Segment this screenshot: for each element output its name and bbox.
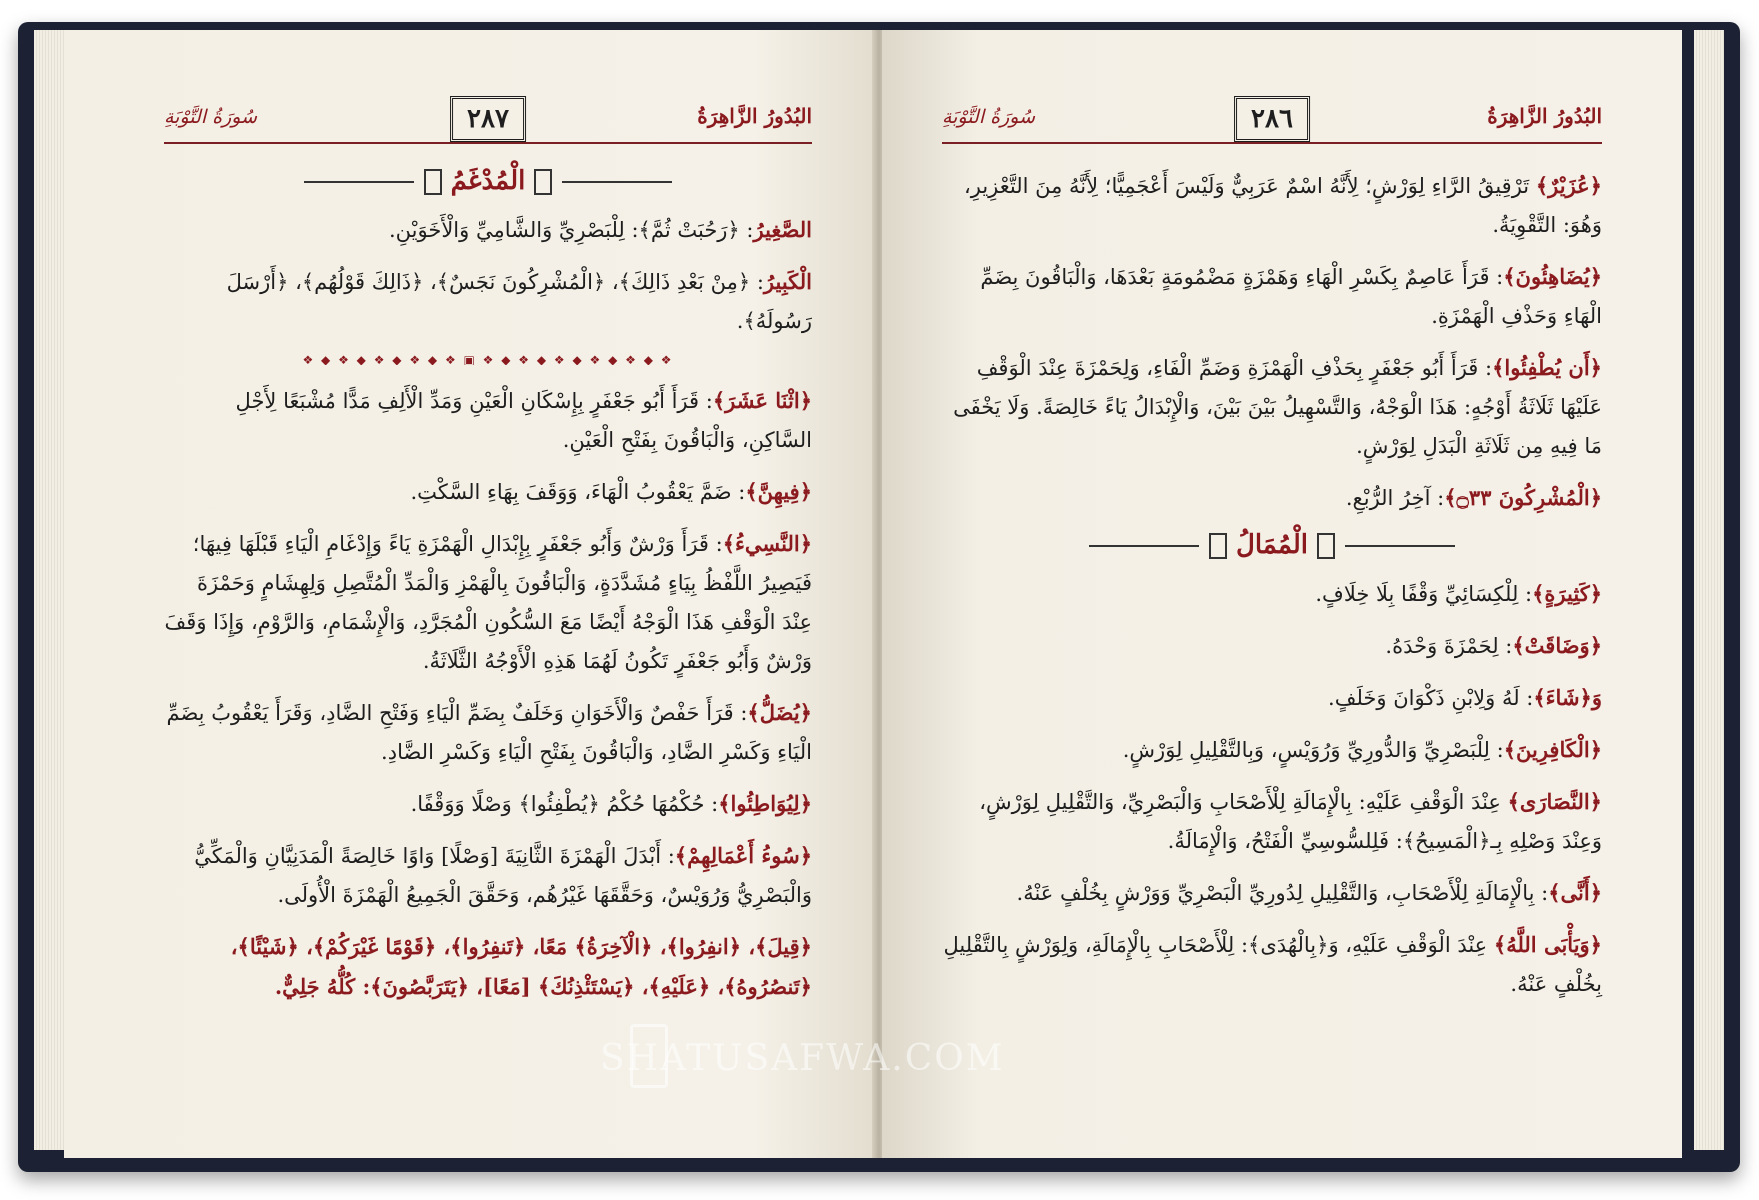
paragraph-text: : لَهُ وَلِابْنِ ذَكْوَانَ وَخَلَفٍ. xyxy=(1328,686,1534,710)
running-title: البُدُورُ الزَّاهِرَةُ xyxy=(1487,104,1602,128)
left-page xyxy=(64,30,876,1158)
paragraph xyxy=(164,693,812,772)
paragraph xyxy=(942,574,1602,614)
keyword: ﴿أَن يُطْفِئُوا﴾ xyxy=(1492,355,1602,380)
paragraph xyxy=(164,262,812,341)
keyword: الصَّغِيرُ xyxy=(753,217,812,242)
section-title-text: الْمُدْغَمُ xyxy=(450,166,526,196)
keyword: ﴿اثْنَا عَشَرَ﴾ xyxy=(712,388,812,413)
title-cap xyxy=(424,169,442,195)
title-bar xyxy=(1345,545,1455,547)
title-bar xyxy=(1089,545,1199,547)
paragraph-text: : آخِرُ الرُّبْعِ. xyxy=(1345,486,1445,510)
right-page xyxy=(882,30,1682,1158)
keyword: ﴿أَنَّى﴾ xyxy=(1548,880,1602,905)
paragraph xyxy=(164,381,812,460)
paragraph xyxy=(942,730,1602,770)
running-title: البُدُورُ الزَّاهِرَةُ xyxy=(697,104,812,128)
keyword-list: ﴿قِيلَ﴾، ﴿انفِرُوا﴾، ﴿الْآخِرَةُ﴾ مَعًا، ﴿تَنفِرُوا﴾، ﴿قَوْمًا غَيْرَكُمْ﴾، ﴿شَيْئًا﴾، ﴿تَنصُرُوهُ﴾، ﴿عَلَيْهِ﴾، ﴿يَسْتَئْذِنُكَ﴾ [مَعًا]، ﴿يَتَرَبَّصُونَ﴾: كُلُّهُ جَلِيٌّ. xyxy=(230,934,812,999)
paragraph-text: عِنْدَ الْوَقْفِ عَلَيْهِ: بِالْإِمَالَةِ لِلْأَصْحَابِ وَالْبَصْرِيِّ، وَالتَّقْلِيلِ لِوَرْشٍ، وَعِنْدَ وَصْلِهِ بِـ﴿الْمَسِيحُ﴾: فَلِلسُّوسِيِّ الْفَتْحُ، وَالْإِمَالَةُ. xyxy=(979,790,1602,853)
paragraph xyxy=(942,925,1602,1004)
right-page-content xyxy=(942,102,1602,1016)
paragraph xyxy=(942,257,1602,336)
right-page-edges xyxy=(1694,30,1724,1150)
paragraph xyxy=(164,836,812,915)
left-page-content xyxy=(164,102,812,1019)
paragraph xyxy=(164,927,812,1007)
keyword: الْكَبِيرُ xyxy=(763,269,812,294)
title-cap xyxy=(1209,533,1227,559)
title-cap xyxy=(1317,533,1335,559)
keyword: ﴿فِيهِنَّ﴾ xyxy=(745,479,812,504)
paragraph-text: : قَرَأَ أَبُو جَعْفَرٍ بِحَذْفِ الْهَمْزَةِ وَضَمِّ الْفَاءِ، وَلِحَمْزَةَ عِنْدَ الْوَقْفِ عَلَيْهَا ثَلَاثَةُ أَوْجُهٍ: هَذَا الْوَجْهُ، وَالتَّسْهِيلُ بَيْنَ بَيْنَ، وَالْإِبْدَالُ يَاءً خَالِصَةً. وَلَا يَخْفَى مَا فِيهِ مِن ثَلَاثَةِ الْبَدَلِ لِوَرْشٍ. xyxy=(953,356,1602,458)
paragraph xyxy=(942,166,1602,245)
paragraph xyxy=(942,678,1602,718)
paragraph xyxy=(164,524,812,681)
paragraph-text: : ﴿رَحُبَتْ ثُمَّ﴾: لِلْبَصْرِيِّ وَالشَّامِيِّ وَالْأَخَوَيْنِ. xyxy=(388,218,754,242)
paragraph xyxy=(942,873,1602,913)
paragraph-text: تَرْقِيقُ الرَّاءِ لِوَرْشٍ؛ لِأَنَّهُ اسْمٌ عَرَبِيٌّ وَلَيْسَ أَعْجَمِيًّا؛ لِأَنَّهُ مِنَ التَّعْزِيرِ، وَهُوَ: التَّقْوِيَةُ. xyxy=(963,174,1602,237)
left-page-header xyxy=(164,102,812,144)
paragraph-text: : أَبْدَلَ الْهَمْزَةَ الثَّانِيَةَ [وَصْلًا] وَاوًا خَالِصَةً الْمَدَنِيَّانِ وَالْمَكِّيُّ وَالْبَصْرِيُّ وَرُوَيْسٌ، وَحَقَّقَهَا غَيْرُهُم، وَحَقَّقَ الْجَمِيعُ الْهَمْزَةَ الْأُولَى. xyxy=(194,844,812,907)
keyword: ﴿لِيُوَاطِئُوا﴾ xyxy=(718,791,812,816)
page-number: ٢٨٧ xyxy=(450,96,526,142)
paragraph xyxy=(942,478,1602,518)
watermark-text: SHATUSAFWA.COM xyxy=(600,1038,1005,1079)
paragraph-text: : قَرَأَ وَرْشٌ وَأَبُو جَعْفَرٍ بِإِبْدَالِ الْهَمْزَةِ يَاءً وَإِدْغَامِ الْيَاءِ قَبْلَهَا فِيهَا؛ فَيَصِيرُ اللَّفْظُ بِيَاءٍ مُشَدَّدَةٍ، وَالْبَاقُونَ بِالْهَمْزِ وَالْمَدِّ الْمُتَّصِلِ وَلِهِشَامٍ وَحَمْزَةَ عِنْدَ الْوَقْفِ هَذَا الْوَجْهُ أَيْضًا مَعَ السُّكُونِ الْمُجَرَّدِ، وَالْإِشْمَامِ، وَالرَّوْمِ، وَإِذَا وَقَفَ وَرْشٌ وَأَبُو جَعْفَرٍ تَكُونُ لَهُمَا هَذِهِ الْأَوْجُهُ الثَّلَاثَةُ. xyxy=(164,532,812,673)
keyword: ﴿كَثِيرَةٍ﴾ xyxy=(1532,581,1602,606)
paragraph-text: : قَرَأَ حَفْصٌ وَالْأَخَوَانِ وَخَلَفٌ بِضَمِّ الْيَاءِ وَفَتْحِ الضَّادِ، وَقَرَأَ يَعْقُوبُ بِضَمِّ الْيَاءِ وَكَسْرِ الضَّادِ، وَالْبَاقُونَ بِفَتْحِ الْيَاءِ وَكَسْرِ الضَّادِ. xyxy=(166,701,812,764)
section-title-text: الْمُمَالُ xyxy=(1235,530,1309,560)
paragraph xyxy=(942,348,1602,466)
page-number: ٢٨٦ xyxy=(1234,96,1310,142)
right-page-header xyxy=(942,102,1602,144)
keyword: وَ﴿شَاءَ﴾ xyxy=(1533,685,1602,710)
paragraph-text: : قَرَأَ عَاصِمٌ بِكَسْرِ الْهَاءِ وَهَمْزَةٍ مَضْمُومَةٍ بَعْدَهَا، وَالْبَاقُونَ بِضَمِّ الْهَاءِ وَحَذْفِ الْهَمْزَةِ. xyxy=(980,265,1602,328)
keyword: ﴿الْمُشْرِكُونَ ۝٣٣﴾ xyxy=(1444,485,1602,510)
keyword: ﴿سُوءُ أَعْمَالِهِمْ﴾ xyxy=(674,843,812,868)
paragraph xyxy=(942,782,1602,861)
paragraph-text: عِنْدَ الْوَقْفِ عَلَيْهِ، وَ﴿بِالْهُدَى﴾: لِلْأَصْحَابِ بِالْإِمَالَةِ، وَلِوَرْشٍ بِالتَّقْلِيلِ بِخُلْفٍ عَنْهُ. xyxy=(943,933,1602,996)
left-page-edges xyxy=(34,30,64,1150)
keyword: ﴿الْكَافِرِينَ﴾ xyxy=(1503,737,1602,762)
keyword: ﴿يُضَاهِئُونَ﴾ xyxy=(1503,264,1602,289)
title-bar xyxy=(304,181,414,183)
ornament-divider: ❖ ◆ ❖ ◆ ❖ ◆ ❖ ◆ ❖ ◆ ❖ ▣ ❖ ◆ ❖ ◆ ❖ ◆ ❖ ◆ ❖ xyxy=(302,353,674,365)
paragraph-text: : لِلْكِسَائِيِّ وَقْفًا بِلَا خِلَافٍ. xyxy=(1315,582,1533,606)
paragraph xyxy=(164,784,812,824)
title-bar xyxy=(562,181,672,183)
paragraph-text: : ضَمَّ يَعْقُوبُ الْهَاءَ، وَوَقَفَ بِهَاءِ السَّكْتِ. xyxy=(410,480,746,504)
surah-label: سُورَةُ التَّوْبَةِ xyxy=(164,106,257,128)
section-title-mumal xyxy=(942,530,1602,560)
keyword: ﴿وَيَأْبَى اللَّهُ﴾ xyxy=(1493,932,1602,957)
paragraph-text: : ﴿مِنْ بَعْدِ ذَالِكَ﴾، ﴿الْمُشْرِكُونَ نَجَسٌ﴾، ﴿ذَالِكَ قَوْلُهُم﴾، ﴿أَرْسَلَ رَسُولَهُ﴾. xyxy=(226,270,812,333)
surah-label: سُورَةُ التَّوْبَةِ xyxy=(942,106,1035,128)
paragraph-text: : لِلْبَصْرِيِّ وَالدُّورِيِّ وَرُوَيْسٍ، وَبِالتَّقْلِيلِ لِوَرْشٍ. xyxy=(1122,738,1504,762)
paragraph-text: : قَرَأَ أَبُو جَعْفَرٍ بِإِسْكَانِ الْعَيْنِ وَمَدِّ الْأَلِفِ مَدًّا مُشْبَعًا لِأَجْلِ السَّاكِنِ، وَالْبَاقُونَ بِفَتْحِ الْعَيْنِ. xyxy=(235,389,812,452)
paragraph-text: : حُكْمُهَا حُكْمُ ﴿يُطْفِئُوا﴾ وَصْلًا وَوَقْفًا. xyxy=(410,792,719,816)
paragraph-text: : لِحَمْزَةَ وَحْدَهُ. xyxy=(1385,634,1513,658)
keyword: ﴿النَّصَارَى﴾ xyxy=(1507,789,1602,814)
paragraph xyxy=(164,210,812,250)
paragraph xyxy=(164,472,812,512)
paragraph-text: : بِالْإِمَالَةِ لِلْأَصْحَابِ، وَالتَّقْلِيلِ لِدُورِيِّ الْبَصْرِيِّ وَوَرْشٍ بِخُلْفٍ عَنْهُ. xyxy=(1016,881,1549,905)
keyword: ﴿النَّسِيءُ﴾ xyxy=(722,531,812,556)
section-title-mudgham xyxy=(164,166,812,196)
title-cap xyxy=(534,169,552,195)
keyword: ﴿عُزَيْرٌ﴾ xyxy=(1535,173,1602,198)
paragraph xyxy=(942,626,1602,666)
keyword: ﴿وَضَاقَتْ﴾ xyxy=(1512,633,1602,658)
keyword: ﴿يُضَلُّ﴾ xyxy=(747,700,812,725)
